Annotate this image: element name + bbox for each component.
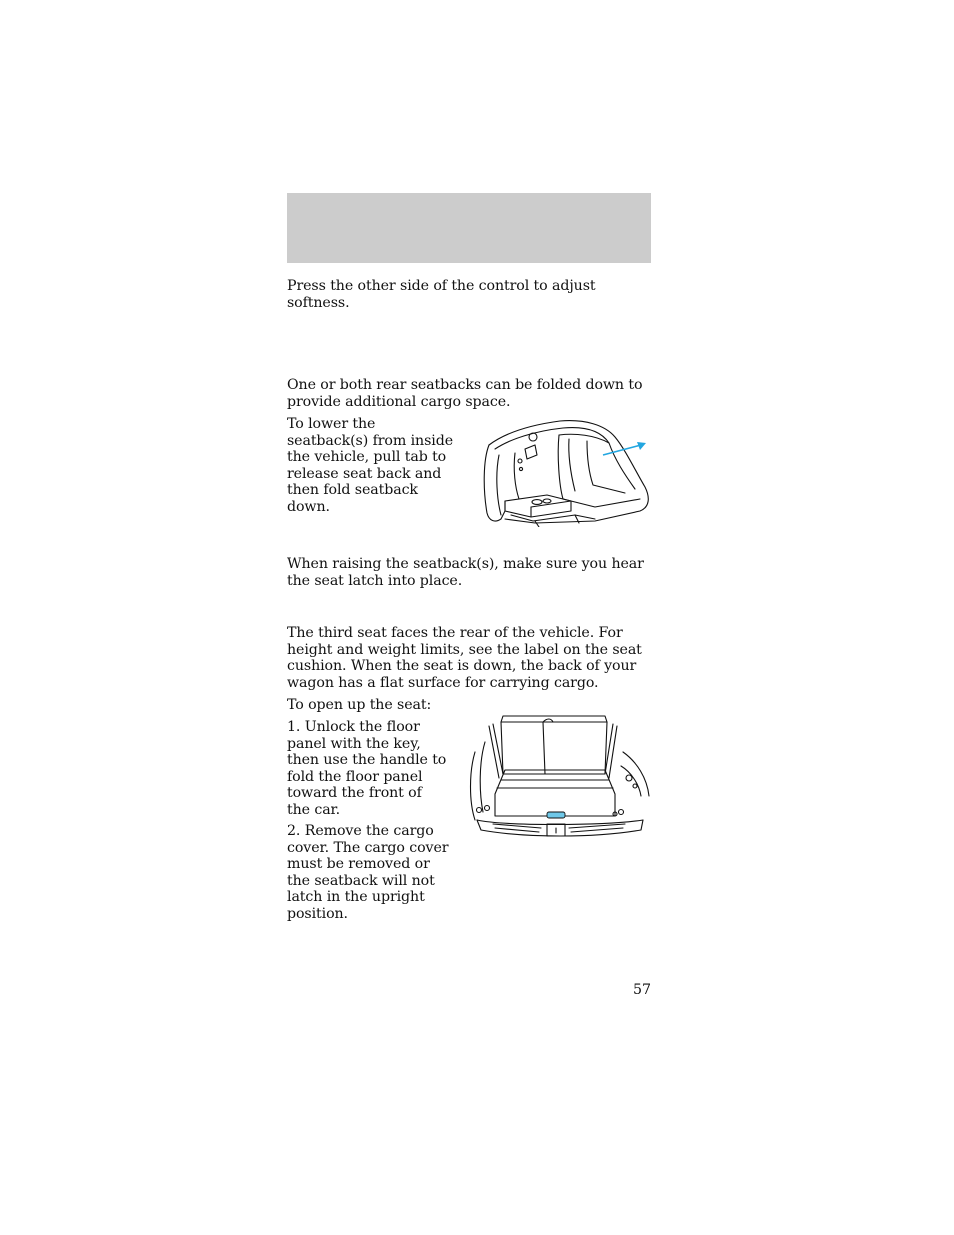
- paragraph-open-seat-intro: To open up the seat:: [287, 697, 432, 713]
- paragraph-third-seat: The third seat faces the rear of the vehicle. For height and weight limits, see the label on the seat cushion. When the seat is down, the back of your wagon has a flat surface for carrying cargo.: [287, 625, 642, 691]
- paragraph-step-1: 1. Unlock the floor panel with the key, then use the handle to fold the floor panel toward the front of the car.: [287, 719, 447, 818]
- paragraph-step-2: 2. Remove the cargo cover. The cargo cover must be removed or the seatback will not latch in the upright position.: [287, 823, 449, 922]
- cargo-floor-panel-illustration: [465, 712, 655, 842]
- paragraph-lower-seatbacks: To lower the seatback(s) from inside the vehicle, pull tab to release seat back and then fold seatback down.: [287, 416, 453, 515]
- paragraph-rear-seatbacks-intro: One or both rear seatbacks can be folded down to provide additional cargo space.: [287, 377, 643, 410]
- page-number: 57: [632, 982, 651, 998]
- paragraph-softness: Press the other side of the control to adjust softness.: [287, 278, 596, 311]
- paragraph-raising-seatbacks: When raising the seatback(s), make sure you hear the seat latch into place.: [287, 556, 644, 589]
- section-header-bar: [287, 193, 651, 263]
- rear-seatback-fold-illustration: [475, 415, 655, 527]
